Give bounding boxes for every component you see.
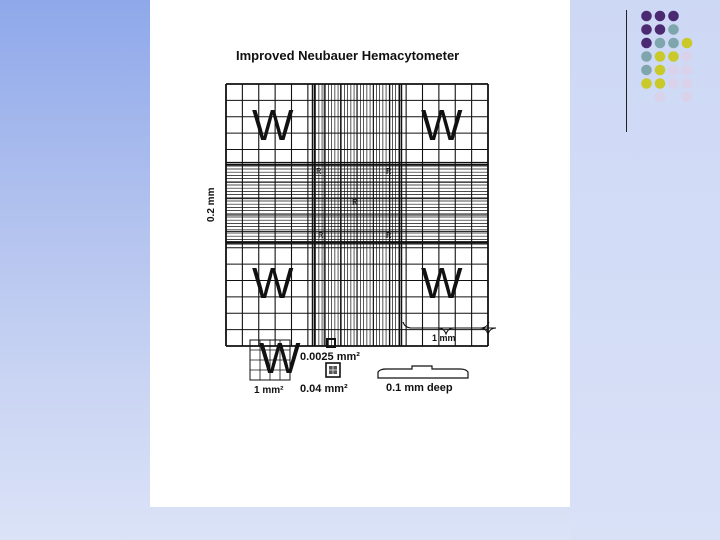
side-dimension-label: 0.2 mm <box>206 187 217 222</box>
hemacytometer-diagram <box>150 0 570 507</box>
corner-marker-bottom-left: W <box>252 259 294 308</box>
corner-marker-top-left: W <box>252 101 294 150</box>
legend-depth-label: 0.1 mm deep <box>386 382 453 394</box>
legend-depth-chamber <box>378 366 468 378</box>
legend-small-square-label: 0.0025 mm² <box>300 351 360 363</box>
diagram-title: Improved Neubauer Hemacytometer <box>236 48 460 63</box>
decorative-divider-line <box>626 10 627 132</box>
center-marker-3: R <box>352 198 358 208</box>
slide-background-right <box>570 0 720 540</box>
center-marker-5: R <box>386 231 392 241</box>
corner-marker-top-right: W <box>421 101 463 150</box>
scale-label: 1 mm <box>432 333 456 343</box>
center-marker-1: R <box>316 167 322 177</box>
legend-large-square-label: 1 mm² <box>254 385 284 396</box>
legend-medium-square <box>326 363 340 377</box>
center-marker-2: R <box>386 167 392 177</box>
legend-large-square <box>250 334 301 383</box>
corner-marker-bottom-right: W <box>421 259 463 308</box>
legend-w-marker: W <box>259 334 301 383</box>
legend-medium-square-label: 0.04 mm² <box>300 383 348 395</box>
center-marker-4: R <box>318 231 324 241</box>
